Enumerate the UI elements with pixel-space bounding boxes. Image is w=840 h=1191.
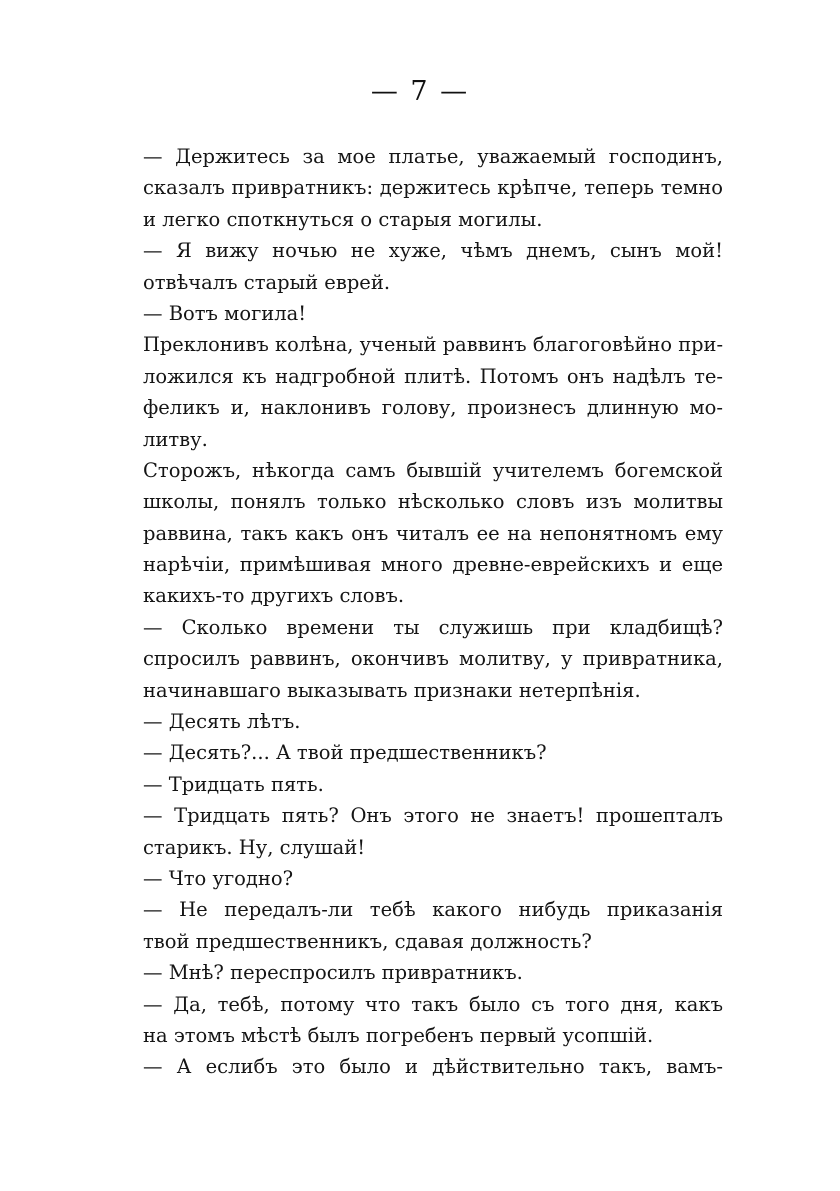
text-line: — Вотъ могила!	[143, 301, 307, 325]
text-line: на этомъ мѣстѣ былъ погребенъ первый усопшій.	[143, 1023, 654, 1047]
text-line: литву.	[143, 427, 208, 451]
text-line: — Тридцать пять.	[143, 772, 324, 796]
text-line: — Что угодно?	[143, 866, 294, 890]
text-line: школы, понялъ только нѣсколько словъ изъ молитвы	[143, 490, 723, 514]
text-line: — Сколько времени ты служишь при кладбищѣ?	[143, 615, 723, 639]
text-line: феликъ и, наклонивъ голову, произнесъ длинную мо-	[143, 396, 723, 420]
text-line: — Не передалъ-ли тебѣ какого нибудь приказанія	[143, 898, 723, 922]
text-line: — Я вижу ночью не хуже, чѣмъ днемъ, сынъ мой!	[143, 239, 723, 263]
text-line: раввина, такъ какъ онъ читалъ ее на непонятномъ ему	[143, 521, 723, 545]
text-line: спросилъ раввинъ, окончивъ молитву, у привратника,	[143, 647, 723, 671]
text-line: — А еслибъ это было и дѣйствительно такъ, вамъ-	[143, 1055, 723, 1079]
text-line: твой предшественникъ, сдавая должность?	[143, 929, 592, 953]
text-line: нарѣчіи, примѣшивая много древне-еврейскихъ и еще	[143, 553, 723, 577]
text-line: старикъ. Ну, слушай!	[143, 835, 366, 859]
text-line: и легко споткнуться о старыя могилы.	[143, 207, 543, 231]
page-number: — 7 —	[370, 76, 470, 107]
text-line: — Мнѣ? переспросилъ привратникъ.	[143, 961, 523, 985]
text-line: — Десять лѣтъ.	[143, 710, 301, 734]
text-line: — Да, тебѣ, потому что такъ было съ того дня, какъ	[143, 992, 723, 1016]
text-line: ложился къ надгробной плитѣ. Потомъ онъ надѣлъ те-	[143, 364, 723, 388]
text-line: — Держитесь за мое платье, уважаемый господинъ,	[143, 145, 723, 168]
text-line: какихъ-то другихъ словъ.	[143, 584, 405, 608]
text-line: — Десять?... А твой предшественникъ?	[143, 741, 547, 765]
text-line: начинавшаго выказывать признаки нетерпѣнія.	[143, 678, 641, 702]
text-line: сказалъ привратникъ: держитесь крѣпче, теперь темно	[143, 176, 723, 200]
text-line: Преклонивъ колѣна, ученый раввинъ благоговѣйно при-	[143, 333, 723, 357]
text-line: — Тридцать пять? Онъ этого не знаетъ! прошепталъ	[143, 804, 723, 828]
text-line: Сторожъ, нѣкогда самъ бывшій учителемъ богемской	[143, 458, 723, 482]
text-line: отвѣчалъ старый еврей.	[143, 270, 391, 294]
body-text	[143, 141, 723, 1083]
